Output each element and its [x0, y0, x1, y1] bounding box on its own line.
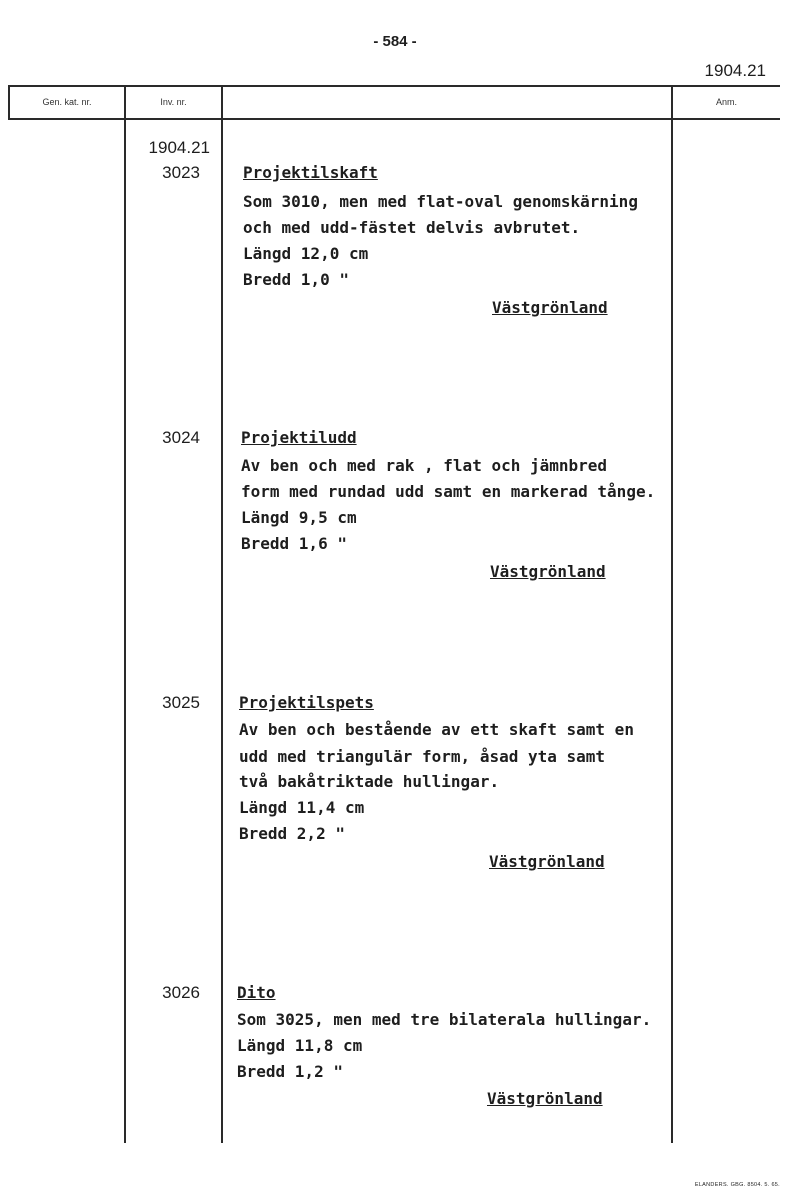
page-number: - 584 - [373, 33, 417, 50]
entry-line: Längd 11,4 cm [239, 798, 365, 817]
entry-title: Projektilspets [239, 693, 374, 712]
entry-line: form med rundad udd samt en markerad tånge. [241, 482, 656, 501]
entry-line: Längd 11,8 cm [237, 1036, 363, 1055]
entry-line: Som 3025, men med tre bilaterala hullingar. [237, 1010, 652, 1029]
entry-line: Som 3010, men med flat-oval genomskärning [243, 192, 638, 211]
entry-line: och med udd-fästet delvis avbrutet. [243, 218, 581, 237]
column-divider-2 [221, 85, 223, 1143]
entry-location: Västgrönland [490, 562, 606, 581]
entry-line: Bredd 1,0 " [243, 270, 349, 289]
column-header-gen-kat-nr: Gen. kat. nr. [42, 97, 92, 107]
column-header-inv-nr: Inv. nr. [160, 97, 187, 107]
entry-line: Bredd 1,2 " [237, 1062, 343, 1081]
entry-line: udd med triangulär form, åsad yta samt [239, 747, 606, 766]
entry-line: två bakåtriktade hullingar. [239, 772, 500, 791]
entry-location: Västgrönland [492, 298, 608, 317]
entry-line: Bredd 2,2 " [239, 824, 345, 843]
catalog-group-number: 1904.21 [148, 138, 210, 157]
entry-title: Dito [237, 983, 276, 1002]
entry-title: Projektiludd [241, 428, 357, 447]
entry-location: Västgrönland [489, 852, 605, 871]
entry-line: Längd 12,0 cm [243, 244, 369, 263]
entry-location: Västgrönland [487, 1089, 603, 1108]
entry-title: Projektilskaft [243, 163, 378, 182]
entry-inv-nr: 3025 [162, 693, 200, 712]
column-header-anm: Anm. [715, 97, 737, 107]
entry-inv-nr: 3024 [162, 428, 200, 447]
entry-inv-nr: 3023 [162, 163, 200, 182]
entry-inv-nr: 3026 [162, 983, 200, 1002]
printer-footer: ELANDERS. GBG. 8504. 5. 65. [694, 1182, 780, 1188]
header-catalog-number: 1904.21 [704, 61, 766, 80]
entry-line: Av ben och med rak , flat och jämnbred [241, 456, 608, 475]
entry-line: Av ben och bestående av ett skaft samt en [239, 720, 634, 739]
entry-line: Längd 9,5 cm [241, 508, 357, 527]
entry-line: Bredd 1,6 " [241, 534, 347, 553]
column-divider-3 [671, 85, 673, 1143]
